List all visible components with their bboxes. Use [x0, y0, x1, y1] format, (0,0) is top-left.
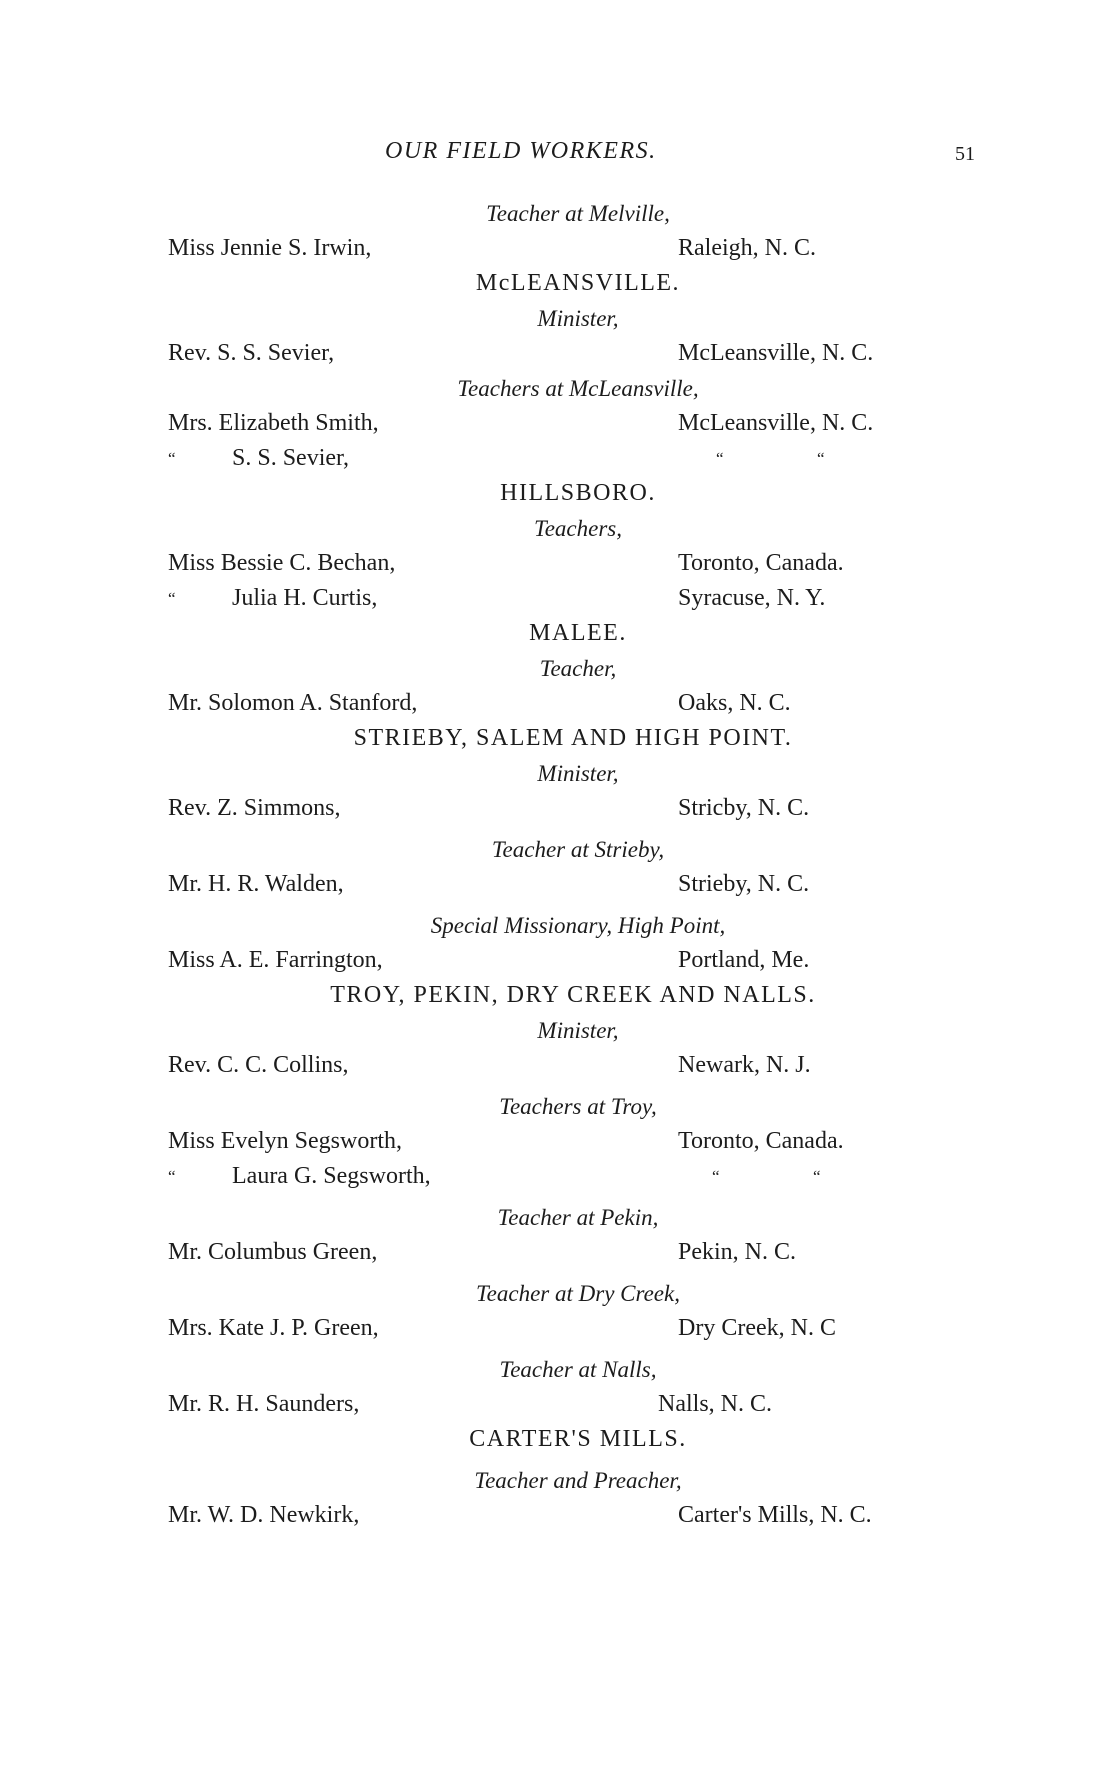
directory-entry — [168, 1498, 928, 1533]
person-name: Miss Evelyn Segsworth, — [168, 1128, 402, 1154]
directory-entry — [168, 1387, 928, 1422]
person-name: Mrs. Elizabeth Smith, — [168, 410, 379, 436]
role-heading: Teacher and Preacher, — [474, 1468, 682, 1493]
place-heading: McLEANSVILLE. — [475, 270, 681, 296]
person-location: Nalls, N. C. — [658, 1391, 772, 1417]
person-location: Portland, Me. — [678, 947, 810, 973]
ditto-mark: “ — [168, 449, 176, 468]
person-name-wrapper — [168, 581, 377, 616]
role-heading: Teacher at Pekin, — [497, 1205, 659, 1230]
directory-entry — [168, 791, 928, 826]
ditto-mark: “ — [168, 1167, 176, 1186]
directory-entry — [168, 943, 928, 978]
person-location: Syracuse, N. Y. — [678, 585, 826, 611]
place-heading: CARTER'S MILLS. — [469, 1426, 687, 1452]
person-name: Mr. R. H. Saunders, — [168, 1391, 360, 1417]
role-heading: Teacher, — [539, 656, 617, 681]
directory-listing — [168, 196, 928, 1533]
person-name: Miss Bessie C. Bechan, — [168, 550, 396, 576]
person-name: Julia H. Curtis, — [232, 585, 378, 611]
person-name: Laura G. Segsworth, — [232, 1163, 431, 1189]
role-heading: Teachers at Troy, — [499, 1094, 657, 1119]
place-heading: STRIEBY, SALEM AND HIGH POINT. — [353, 725, 793, 751]
directory-entry — [168, 1311, 928, 1346]
directory-entry — [168, 867, 928, 902]
directory-entry — [168, 1124, 928, 1159]
role-heading: Special Missionary, High Point, — [430, 913, 726, 938]
person-name: S. S. Sevier, — [232, 445, 350, 471]
directory-entry — [168, 1159, 928, 1194]
directory-entry — [168, 546, 928, 581]
person-name: Miss Jennie S. Irwin, — [168, 235, 372, 261]
person-name: Mr. W. D. Newkirk, — [168, 1502, 360, 1528]
person-location: Stricby, N. C. — [678, 795, 810, 821]
person-location: McLeansville, N. C. — [678, 340, 874, 366]
directory-entry — [168, 1235, 928, 1270]
role-heading: Teacher at Dry Creek, — [476, 1281, 680, 1306]
person-name: Mr. H. R. Walden, — [168, 871, 344, 897]
ditto-mark: “ — [168, 589, 176, 608]
directory-entry — [168, 441, 928, 476]
person-name: Rev. C. C. Collins, — [168, 1052, 349, 1078]
role-heading: Teachers at McLeansville, — [457, 376, 699, 401]
person-location: Pekin, N. C. — [678, 1239, 797, 1265]
person-location: Oaks, N. C. — [678, 690, 791, 716]
directory-entry — [168, 336, 928, 371]
person-location: Raleigh, N. C. — [678, 235, 816, 261]
role-heading: Teacher at Nalls, — [499, 1357, 657, 1382]
person-name: Rev. S. S. Sevier, — [168, 340, 335, 366]
directory-entry — [168, 1048, 928, 1083]
page-number: 51 — [955, 143, 975, 165]
directory-entry — [168, 231, 928, 266]
role-heading: Minister, — [537, 1018, 619, 1043]
directory-entry — [168, 581, 928, 616]
person-location: Dry Creek, N. C — [678, 1315, 836, 1341]
running-head: OUR FIELD WORKERS. — [385, 138, 657, 164]
directory-entry — [168, 686, 928, 721]
page-header — [0, 138, 1096, 172]
person-name: Miss A. E. Farrington, — [168, 947, 383, 973]
person-location: McLeansville, N. C. — [678, 410, 874, 436]
directory-entry — [168, 406, 928, 441]
person-location: Newark, N. J. — [678, 1052, 811, 1078]
person-name: Mrs. Kate J. P. Green, — [168, 1315, 379, 1341]
role-heading: Minister, — [537, 761, 619, 786]
role-heading: Teacher at Melville, — [486, 201, 670, 226]
person-name: Mr. Columbus Green, — [168, 1239, 378, 1265]
person-location: Toronto, Canada. — [678, 550, 844, 576]
place-heading: HILLSBORO. — [500, 480, 656, 506]
person-location: “ “ — [716, 449, 825, 468]
person-name: Rev. Z. Simmons, — [168, 795, 341, 821]
person-location: Strieby, N. C. — [678, 871, 810, 897]
role-heading: Minister, — [537, 306, 619, 331]
person-name-wrapper — [168, 1159, 431, 1194]
person-location: Toronto, Canada. — [678, 1128, 844, 1154]
place-heading: TROY, PEKIN, DRY CREEK AND NALLS. — [330, 982, 816, 1008]
person-location: Carter's Mills, N. C. — [678, 1502, 872, 1528]
person-location: “ “ — [712, 1167, 821, 1186]
person-name: Mr. Solomon A. Stanford, — [168, 690, 418, 716]
person-name-wrapper — [168, 441, 349, 476]
place-heading: MALEE. — [529, 620, 627, 646]
role-heading: Teacher at Strieby, — [491, 837, 665, 862]
role-heading: Teachers, — [534, 516, 622, 541]
